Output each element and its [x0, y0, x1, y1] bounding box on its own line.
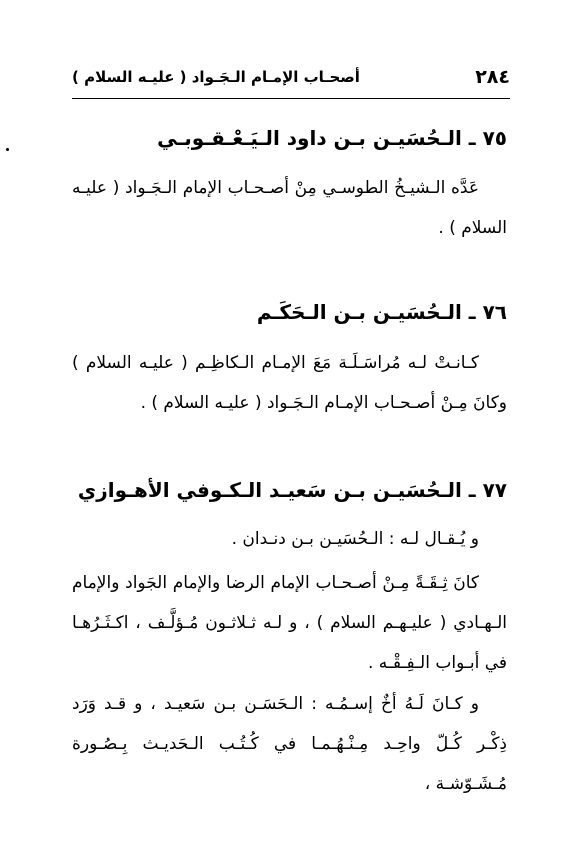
entry-title-76: ٧٦ ـ الـحُسَيـن بـن الـحَكَـم	[256, 300, 507, 324]
entry-title-75: ٧٥ ـ الـحُسَيـن بـن داود الـيَـعْـقـوبـي	[157, 126, 507, 150]
page-number: ٢٨٤	[475, 66, 510, 88]
page-header	[72, 62, 510, 92]
entry-77-paragraph-2: كانَ ثِـقَـةً مِـنْ أصـحـاب الإمام الرضا والإمام الجَواد والإمام الـهـادي ( عليـهـم السلام ) ، و لـه ثـلاثـون مُـؤلَّـف ، اكـثَـرُهـا في أبـواب الـفِـقْـه .	[72, 573, 507, 673]
entry-77-paragraph-1: و يُـقـال لـه : الـحُسَيـن بـن دنـدان .	[231, 529, 479, 549]
entry-77-paragraph-3: و كـانَ لَـهُ أخٌ إسـمُـه : الـحَسَـن بـن سَعيـد ، و قـد وَرَد ذِكْـر كُـلّ واحِـد مِـنْـهُـمـا في كُـتُـب الـحَديـث بِـصُـورة مُـشَـوّشـة ،	[72, 694, 507, 794]
entry-75-paragraph: عَدَّه الـشيـخُ الطوسـي مِنْ أصـحـاب الإمام الـجَـواد ( عليـه السلام ) .	[72, 178, 507, 238]
header-rule	[72, 98, 510, 99]
entry-title-77: ٧٧ ـ الـحُسَيـن بـن سَعيـد الـكـوفي الأهـوازي	[77, 478, 507, 502]
margin-mark	[6, 148, 9, 151]
entry-76-paragraph: كـانـتْ لـه مُراسَـلَـة مَعَ الإمـام الـكاظِـم ( عليـه السلام ) وكانَ مِـنْ أصـحـاب الإمـام الـجَـواد ( عليـه السلام ) .	[72, 353, 507, 413]
running-title: أصحـاب الإمـام الـجَـواد ( عليـه السلام )	[72, 68, 360, 86]
